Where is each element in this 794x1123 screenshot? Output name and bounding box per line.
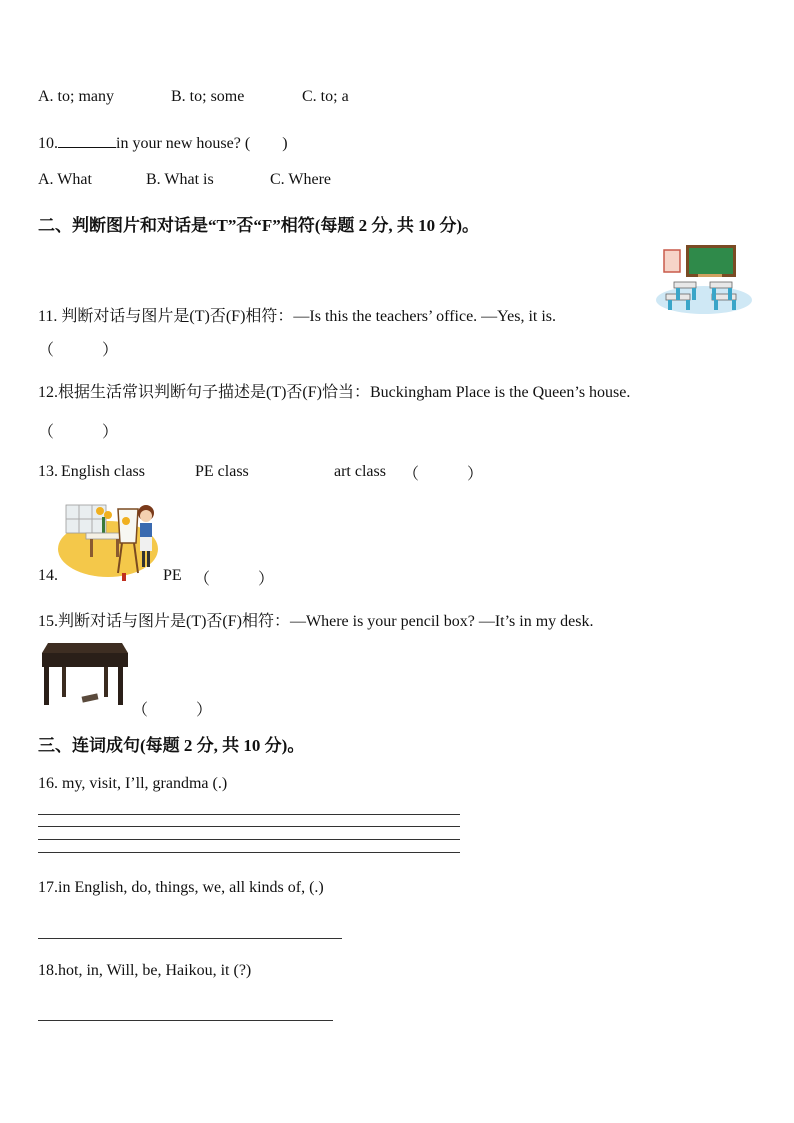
question-16: 16. my, visit, I’ll, grandma (.): [38, 775, 228, 792]
question-17: 17.in English, do, things, we, all kinds of, (.): [38, 879, 324, 896]
question-15: 15.判断对话与图片是(T)否(F)相符：—Where is your pencil box? —It’s in my desk.: [38, 613, 594, 630]
q9-option-a: A. to; many: [38, 88, 114, 105]
question-18: 18.hot, in, Will, be, Haikou, it (?): [38, 962, 252, 979]
question-12: 12.根据生活常识判断句子描述是(T)否(F)恰当：Buckingham Place is the Queen’s house.: [38, 384, 631, 401]
q14-answer-paren: （ ）: [194, 571, 275, 588]
q9-option-b: B. to; some: [171, 88, 245, 105]
art-class-image: [56, 497, 166, 583]
q10-number: 10.: [38, 135, 58, 152]
q16-answer-line[interactable]: [38, 826, 460, 827]
q13-option-art-class: art class: [334, 463, 386, 480]
q16-answer-line[interactable]: [38, 839, 460, 840]
q10-blank: [58, 133, 116, 148]
q10-stem: in your new house? ( ): [116, 135, 288, 152]
question-10: [38, 130, 288, 153]
q14-number: 14.: [38, 567, 58, 584]
q12-answer-paren: （ ）: [38, 424, 119, 441]
q9-option-c: C. to; a: [302, 88, 349, 105]
q10-option-c: C. Where: [270, 171, 332, 188]
q16-answer-line[interactable]: [38, 814, 460, 815]
q18-answer-line[interactable]: [38, 1020, 333, 1021]
q13-answer-paren: （ ）: [403, 466, 484, 483]
q13-number: 13.: [38, 463, 58, 480]
desk-image: [38, 637, 130, 709]
q10-option-b: B. What is: [146, 171, 214, 188]
question-11: 11. 判断对话与图片是(T)否(F)相符：—Is this the teachers’ office. —Yes, it is.: [38, 308, 557, 325]
q15-answer-paren: （ ）: [132, 702, 213, 719]
section-3-heading: 三、连词成句(每题 2 分, 共 10 分)。: [38, 736, 305, 755]
q13-option-pe-class: PE class: [195, 463, 249, 480]
q11-answer-paren: （ ）: [38, 342, 119, 359]
section-2-heading: 二、判断图片和对话是“T”否“F”相符(每题 2 分, 共 10 分)。: [38, 216, 480, 235]
classroom-image: [652, 242, 754, 318]
q10-option-a: A. What: [38, 171, 92, 188]
q13-option-english-class: English class: [61, 463, 145, 480]
q16-answer-line[interactable]: [38, 852, 460, 853]
q14-word: PE: [163, 567, 182, 584]
q17-answer-line[interactable]: [38, 938, 342, 939]
